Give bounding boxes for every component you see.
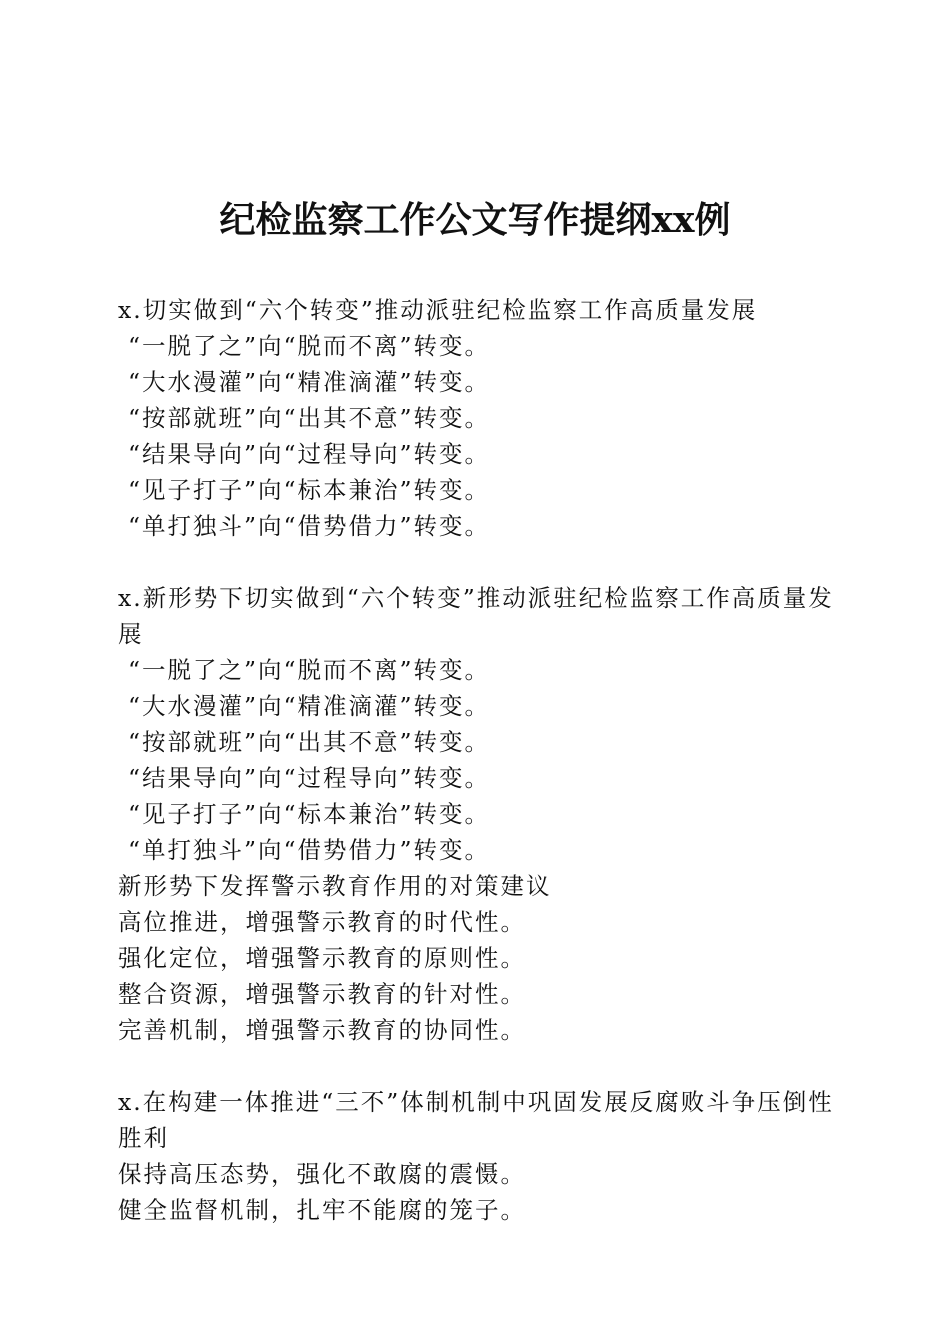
list-item: “按部就班”向“出其不意”转变。 xyxy=(128,728,491,756)
document-body xyxy=(118,292,838,1228)
list-item: “单打独斗”向“借势借力”转变。 xyxy=(128,512,491,540)
list-item: 高位推进，增强警示教育的时代性。 xyxy=(118,908,526,936)
section-heading: x.在构建一体推进“三不”体制机制中巩固发展反腐败斗争压倒性胜利 xyxy=(118,1088,834,1152)
list-item: 保持高压态势，强化不敢腐的震慑。 xyxy=(118,1160,526,1188)
list-item: “一脱了之”向“脱而不离”转变。 xyxy=(128,332,491,360)
list-item: 强化定位，增强警示教育的原则性。 xyxy=(118,944,526,972)
section-heading: x.切实做到“六个转变”推动派驻纪检监察工作高质量发展 xyxy=(118,296,758,324)
subsection-heading: 新形势下发挥警示教育作用的对策建议 xyxy=(118,872,552,900)
list-item: “结果导向”向“过程导向”转变。 xyxy=(128,440,491,468)
list-item: “结果导向”向“过程导向”转变。 xyxy=(128,764,491,792)
list-item: 完善机制，增强警示教育的协同性。 xyxy=(118,1016,526,1044)
list-item: “一脱了之”向“脱而不离”转变。 xyxy=(128,656,491,684)
list-item: “单打独斗”向“借势借力”转变。 xyxy=(128,836,491,864)
list-item: “按部就班”向“出其不意”转变。 xyxy=(128,404,491,432)
list-item: 健全监督机制，扎牢不能腐的笼子。 xyxy=(118,1196,526,1224)
list-item: 整合资源，增强警示教育的针对性。 xyxy=(118,980,526,1008)
list-item: “大水漫灌”向“精准滴灌”转变。 xyxy=(128,692,491,720)
paragraph-gap xyxy=(118,544,838,580)
document-title: 纪检监察工作公文写作提纲xx例 xyxy=(219,199,731,241)
section-heading: x.新形势下切实做到“六个转变”推动派驻纪检监察工作高质量发展 xyxy=(118,584,834,648)
paragraph-gap xyxy=(118,1048,838,1084)
list-item: “大水漫灌”向“精准滴灌”转变。 xyxy=(128,368,491,396)
list-item: “见子打子”向“标本兼治”转变。 xyxy=(128,800,491,828)
list-item: “见子打子”向“标本兼治”转变。 xyxy=(128,476,491,504)
